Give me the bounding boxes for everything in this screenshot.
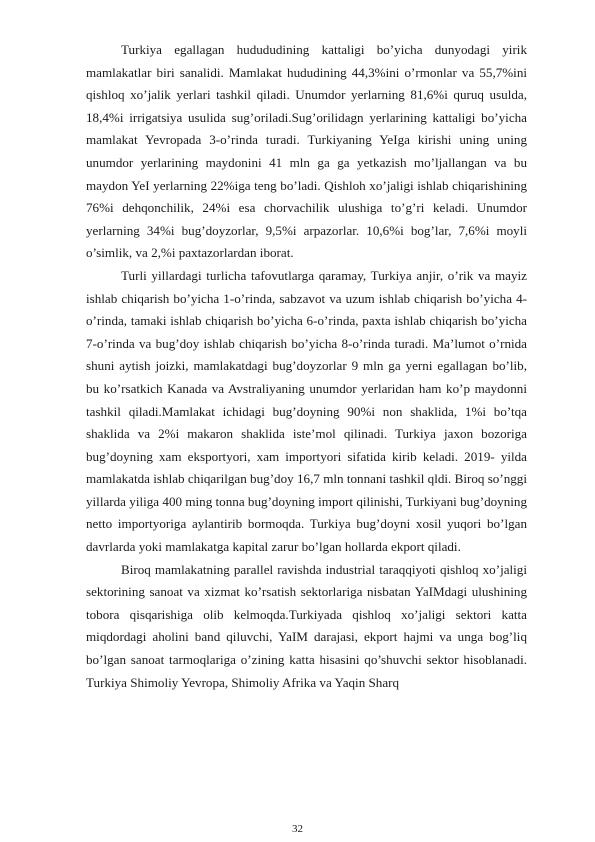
paragraph-3: Biroq mamlakatning parallel ravishda industrial taraqqiyoti qishloq xo’jaligi sektorining sanoat va xizmat ko’rsatish sektorlariga nisbatan YaIMdagi ulushining tobora qisqarishiga olib kelmoqda.Turkiyada qishloq xo’jaligi sektori katta miqdordagi aholini band qiluvchi, YaIM darajasi, ekport hajmi va unga bog’liq bo’lgan sanoat tarmoqlariga o’zining katta hisasini qo’shuvchi sektor hisoblanadi. Turkiya Shimoliy Yevropa, Shimoliy Afrika va Yaqin Sharq: [86, 561, 527, 690]
paragraph-2: Turli yillardagi turlicha tafovutlarga qaramay, Turkiya anjir, o’rik va mayiz ishlab chiqarish bo’yicha 1-o’rinda, sabzavot va uzum ishlab chiqarish bo’yicha 4-o’rinda, tamaki ishlab chiqarish bo’yicha 6-o’rinda, paxta ishlab chiqarish bo’yicha 7-o’rinda va bug’doy ishlab chiqarish bo’yicha 8-o’rinda turadi. Ma’lumot o’rnida shuni aytish joizki, mamlakatdagi bug’doyzorlar 9 mln ga yerni egallagan bo’lib, bu ko’rsatkich Kanada va Avstraliyaning unumdor yerlaridan ham ko’p maydonni tashkil qiladi.Mamlakat ichidagi bug’doyning 90%i non shaklida, 1%i bo’tqa shaklida va 2%i makaron shaklida iste’mol qilinadi. Turkiya jaxon bozoriga bug’doyning xam eksportyori, xam importyori sifatida kirib keladi. 2019- yilda mamlakatda ishlab chiqarilgan bug’doy 16,7 mln tonnani tashkil qldi. Biroq so’nggi yillarda yiliga 400 ming tonna bug’doyning import qilinishi, Turkiyani bug’doyning netto importyoriga aylantirib bormoqda. Turkiya bug’doyni xosil yuqori bo’lgan davrlarda yoki mamlakatga kapital zarur bo’lgan hollarda ekport qiladi.: [86, 267, 527, 555]
body-text: [86, 39, 527, 694]
page-number: 32: [292, 823, 303, 835]
paragraph-1: Turkiya egallagan hudududining kattaligi bo’yicha dunyodagi yirik mamlakatlar biri sanalidi. Mamlakat hududining 44,3%ini o’rmonlar va 55,7%ini qishloq xo’jalik yerlari tashkil qiladi. Unumdor yerlarning 81,6%i quruq usulda, 18,4%i irrigatsiya usulida sug’oriladi.Sug’orilidagn yerlarining kattaligi bo’yicha mamlakat Yevropada 3-o’rinda turadi. Turkiyaning YeIga kirishi uning uning unumdor yerlarining maydonini 41 mln ga ga yetkazish mo’ljallangan va bu maydon YeI yerlarning 22%iga teng bo’ladi. Qishloh xo’jaligi ishlab chiqarishining 76%i dehqonchilik, 24%i esa chorvachilik ulushiga to’g’ri keladi. Unumdor yerlarning 34%i bug’doyzorlar, 9,5%i arpazorlar. 10,6%i bog’lar, 7,6%i moyli o’simlik, va 2,%i paxtazorlardan iborat.: [86, 42, 527, 261]
